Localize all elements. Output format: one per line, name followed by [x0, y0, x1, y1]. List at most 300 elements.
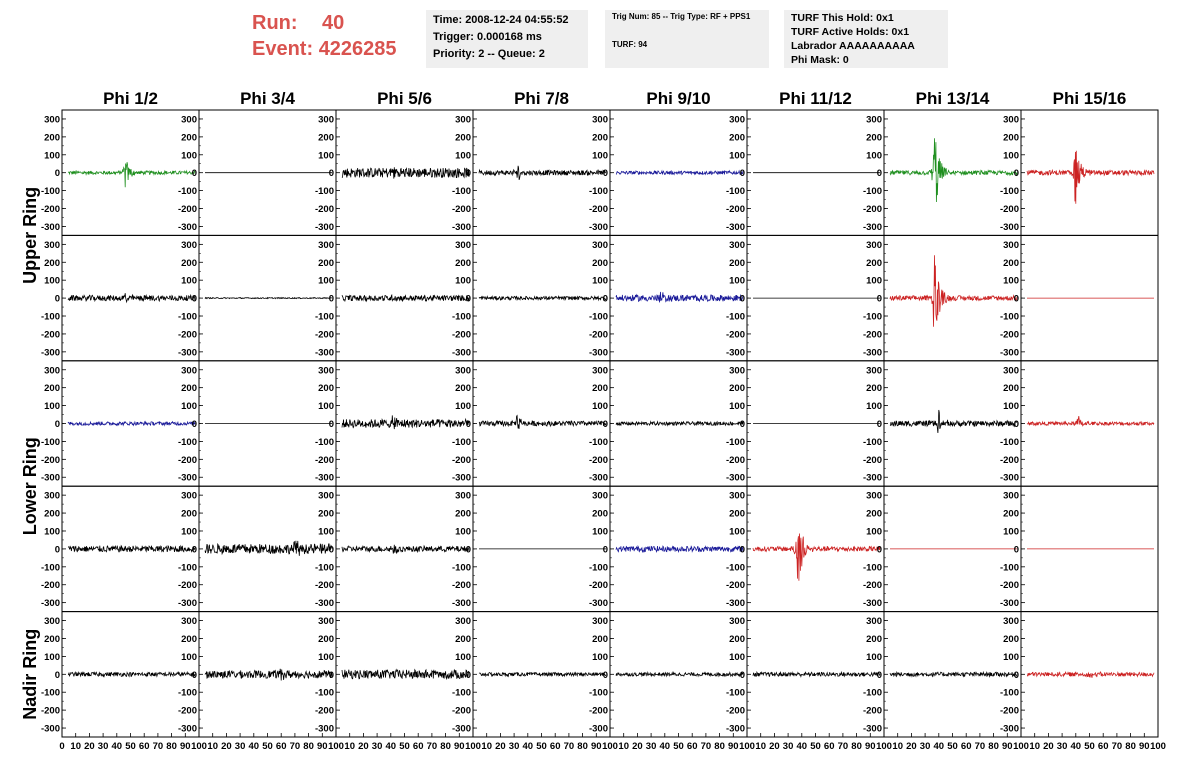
y-tick-label: 200 — [181, 132, 197, 144]
y-tick-label: 300 — [1003, 490, 1019, 502]
x-tick-label: 60 — [1097, 741, 1109, 752]
y-tick-label: 100 — [866, 651, 882, 663]
y-tick-label: -100 — [862, 311, 882, 323]
y-tick-label: 200 — [181, 508, 197, 520]
x-tick-label: 10 — [892, 741, 903, 752]
y-tick-label: -100 — [451, 186, 471, 198]
y-tick-label: 0 — [739, 544, 745, 556]
y-tick-label: 300 — [44, 616, 60, 628]
y-tick-label: 100 — [44, 401, 60, 413]
y-tick-label: 100 — [318, 150, 334, 162]
y-tick-label: 300 — [181, 616, 197, 628]
y-tick-label: -200 — [588, 329, 608, 341]
waveform-trace — [890, 672, 1017, 676]
y-tick-label: 0 — [328, 544, 334, 556]
y-tick-label: 100 — [44, 651, 60, 663]
waveform-trace — [342, 545, 469, 554]
x-tick-label: 70 — [1111, 741, 1123, 752]
y-tick-label: -100 — [40, 436, 60, 448]
y-tick-label: 0 — [328, 168, 334, 180]
x-tick-label: 80 — [166, 741, 177, 752]
x-tick-label: 80 — [851, 741, 862, 752]
y-tick-label: -200 — [725, 329, 745, 341]
y-tick-label: -100 — [451, 311, 471, 323]
y-tick-label: 200 — [592, 257, 608, 269]
y-tick-label: -200 — [862, 705, 882, 717]
x-tick-label: 10 — [755, 741, 766, 752]
x-tick-label: 20 — [84, 741, 95, 752]
y-tick-label: 100 — [866, 275, 882, 287]
y-tick-label: 300 — [866, 239, 882, 251]
y-tick-label: 200 — [592, 383, 608, 395]
y-tick-label: 200 — [1003, 633, 1019, 645]
y-tick-label: 200 — [455, 633, 471, 645]
waveform-trace — [753, 672, 880, 676]
y-tick-label: 0 — [602, 669, 608, 681]
y-tick-label: 100 — [729, 275, 745, 287]
y-tick-label: 200 — [592, 633, 608, 645]
y-tick-label: 300 — [455, 490, 471, 502]
y-tick-label: 200 — [729, 383, 745, 395]
y-tick-label: -300 — [862, 598, 882, 610]
y-tick-label: 0 — [465, 168, 471, 180]
x-tick-label: 80 — [988, 741, 999, 752]
y-tick-label: 300 — [44, 490, 60, 502]
y-tick-label: -300 — [862, 472, 882, 484]
y-tick-label: 0 — [328, 419, 334, 430]
y-tick-label: 100 — [1003, 651, 1019, 663]
column-title: Phi 15/16 — [1052, 89, 1127, 108]
y-tick-label: 0 — [1013, 544, 1019, 556]
x-tick-label: 20 — [769, 741, 780, 752]
waveform-trace — [616, 292, 743, 303]
y-tick-label: 300 — [1003, 616, 1019, 628]
y-tick-label: 300 — [592, 490, 608, 502]
y-tick-label: -200 — [451, 329, 471, 341]
y-tick-label: -200 — [862, 204, 882, 216]
waveform-trace — [205, 669, 332, 681]
y-tick-label: -100 — [999, 311, 1019, 323]
y-tick-label: 200 — [455, 383, 471, 395]
y-tick-label: 0 — [739, 669, 745, 681]
x-tick-label: 10 — [618, 741, 629, 752]
x-tick-label: 70 — [837, 741, 849, 752]
y-tick-label: -100 — [177, 687, 197, 699]
y-tick-label: 0 — [1013, 669, 1019, 681]
y-tick-label: -300 — [999, 472, 1019, 484]
y-tick-label: 300 — [1003, 114, 1019, 126]
y-tick-label: -200 — [725, 580, 745, 592]
y-tick-label: 200 — [1003, 257, 1019, 269]
y-tick-label: -100 — [314, 687, 334, 699]
y-tick-label: -100 — [40, 311, 60, 323]
x-tick-label: 100 — [1150, 741, 1166, 752]
waveform-trace — [890, 138, 1017, 202]
y-tick-label: 100 — [729, 150, 745, 162]
y-tick-label: 200 — [729, 508, 745, 520]
y-tick-label: 100 — [592, 526, 608, 538]
y-tick-label: 0 — [465, 669, 471, 681]
y-tick-label: 100 — [1003, 150, 1019, 162]
y-tick-label: -100 — [177, 311, 197, 323]
y-tick-label: -100 — [314, 311, 334, 323]
y-tick-label: 200 — [866, 383, 882, 395]
y-tick-label: -200 — [451, 705, 471, 717]
y-tick-label: -300 — [451, 347, 471, 359]
y-tick-label: -300 — [40, 598, 60, 610]
x-tick-label: 40 — [522, 741, 534, 752]
y-tick-label: -300 — [999, 723, 1019, 735]
y-tick-label: -300 — [451, 598, 471, 610]
y-tick-label: 100 — [455, 401, 471, 413]
y-tick-label: -100 — [451, 562, 471, 574]
y-tick-label: -200 — [177, 705, 197, 717]
y-tick-label: -300 — [588, 723, 608, 735]
y-tick-label: 300 — [729, 490, 745, 502]
x-tick-label: 10 — [481, 741, 492, 752]
x-tick-label: 10 — [207, 741, 218, 752]
y-tick-label: 0 — [876, 544, 882, 556]
column-title: Phi 5/6 — [377, 89, 432, 108]
y-tick-label: 100 — [44, 275, 60, 287]
y-tick-label: -100 — [314, 562, 334, 574]
x-tick-label: 90 — [1002, 741, 1013, 752]
y-tick-label: -100 — [588, 311, 608, 323]
y-tick-label: -300 — [314, 472, 334, 484]
y-tick-label: -100 — [725, 436, 745, 448]
y-tick-label: 300 — [729, 239, 745, 251]
y-tick-label: 300 — [181, 490, 197, 502]
y-tick-label: -100 — [862, 436, 882, 448]
y-tick-label: 200 — [181, 257, 197, 269]
y-tick-label: -200 — [588, 580, 608, 592]
y-tick-label: -300 — [588, 472, 608, 484]
y-tick-label: 0 — [328, 293, 334, 305]
y-tick-label: -200 — [177, 580, 197, 592]
waveform-trace — [342, 670, 469, 679]
y-tick-label: -300 — [588, 347, 608, 359]
y-tick-label: 200 — [44, 383, 60, 395]
y-tick-label: 0 — [739, 168, 745, 180]
y-tick-label: -300 — [177, 598, 197, 610]
y-tick-label: 100 — [318, 526, 334, 538]
x-tick-label: 40 — [796, 741, 808, 752]
x-tick-label: 40 — [248, 741, 260, 752]
y-tick-label: 0 — [54, 419, 60, 430]
y-tick-label: -100 — [451, 687, 471, 699]
y-tick-label: 100 — [455, 526, 471, 538]
x-tick-label: 90 — [454, 741, 465, 752]
x-tick-label: 100 — [465, 741, 481, 752]
y-tick-label: -200 — [314, 580, 334, 592]
y-tick-label: 0 — [1013, 293, 1019, 305]
event-label: Event: — [252, 38, 314, 60]
y-tick-label: 100 — [181, 651, 197, 663]
y-tick-label: -100 — [314, 436, 334, 448]
x-tick-label: 80 — [440, 741, 451, 752]
y-tick-label: -200 — [588, 454, 608, 466]
waveform-trace — [753, 534, 880, 581]
y-tick-label: 0 — [876, 419, 882, 430]
waveform-trace — [205, 541, 332, 556]
y-tick-label: 100 — [181, 275, 197, 287]
y-tick-label: -300 — [588, 221, 608, 233]
waveform-trace — [68, 293, 195, 302]
event-value: 4226285 — [318, 38, 397, 60]
y-tick-label: -200 — [314, 204, 334, 216]
y-tick-label: -200 — [314, 454, 334, 466]
time-text: Time: 2008-12-24 04:55:52 — [433, 14, 569, 26]
y-tick-label: 0 — [191, 669, 197, 681]
y-tick-label: -300 — [177, 221, 197, 233]
x-tick-label: 60 — [549, 741, 561, 752]
x-tick-label: 50 — [673, 741, 684, 752]
y-tick-label: 0 — [328, 669, 334, 681]
y-tick-label: 0 — [1013, 168, 1019, 180]
column-title: Phi 3/4 — [240, 89, 295, 108]
y-tick-label: 200 — [1003, 508, 1019, 520]
y-tick-label: -200 — [451, 580, 471, 592]
y-tick-label: -300 — [451, 472, 471, 484]
y-tick-label: -100 — [177, 436, 197, 448]
waveform-trace — [479, 673, 606, 677]
y-tick-label: 0 — [876, 669, 882, 681]
y-tick-label: 100 — [592, 651, 608, 663]
y-tick-label: 100 — [318, 401, 334, 413]
y-tick-label: 200 — [1003, 132, 1019, 144]
x-tick-label: 30 — [1056, 741, 1068, 752]
y-tick-label: 300 — [1003, 365, 1019, 377]
y-tick-label: -100 — [725, 186, 745, 198]
y-tick-label: -200 — [725, 705, 745, 717]
y-tick-label: -300 — [314, 221, 334, 233]
y-tick-label: 300 — [318, 490, 334, 502]
x-tick-label: 90 — [317, 741, 328, 752]
y-tick-label: -200 — [40, 454, 60, 466]
y-tick-label: 100 — [455, 275, 471, 287]
y-tick-label: 100 — [455, 651, 471, 663]
y-tick-label: -200 — [40, 329, 60, 341]
waveform-trace — [616, 673, 743, 677]
x-tick-label: 90 — [865, 741, 876, 752]
x-tick-label: 60 — [412, 741, 424, 752]
run-value: 40 — [322, 12, 345, 34]
y-tick-label: -100 — [451, 436, 471, 448]
y-tick-label: -300 — [725, 472, 745, 484]
x-tick-label: 70 — [563, 741, 575, 752]
y-tick-label: 100 — [44, 526, 60, 538]
y-tick-label: -200 — [999, 204, 1019, 216]
y-tick-label: -200 — [999, 580, 1019, 592]
x-tick-label: 0 — [59, 741, 65, 752]
x-tick-label: 100 — [328, 741, 344, 752]
y-tick-label: 300 — [455, 616, 471, 628]
y-tick-label: 100 — [866, 150, 882, 162]
y-tick-label: -300 — [40, 723, 60, 735]
x-tick-label: 70 — [700, 741, 712, 752]
y-tick-label: 200 — [181, 383, 197, 395]
x-tick-label: 40 — [111, 741, 123, 752]
y-tick-label: 0 — [876, 168, 882, 180]
column-title: Phi 7/8 — [514, 89, 569, 108]
y-tick-label: 100 — [318, 275, 334, 287]
x-tick-label: 90 — [591, 741, 602, 752]
y-tick-label: -300 — [40, 472, 60, 484]
x-tick-label: 20 — [221, 741, 232, 752]
x-tick-label: 20 — [906, 741, 917, 752]
y-tick-label: 200 — [729, 132, 745, 144]
y-tick-label: -200 — [588, 705, 608, 717]
y-tick-label: -100 — [862, 186, 882, 198]
x-tick-label: 20 — [1043, 741, 1054, 752]
x-tick-label: 90 — [1139, 741, 1150, 752]
y-tick-label: 200 — [729, 257, 745, 269]
y-tick-label: 0 — [54, 544, 60, 556]
y-tick-label: -200 — [862, 454, 882, 466]
y-tick-label: 200 — [318, 257, 334, 269]
y-tick-label: 300 — [455, 114, 471, 126]
waveform-trace — [68, 546, 195, 552]
y-tick-label: 300 — [592, 365, 608, 377]
x-tick-label: 60 — [823, 741, 835, 752]
x-tick-label: 100 — [739, 741, 755, 752]
waveform-trace — [616, 171, 743, 175]
y-tick-label: 0 — [876, 293, 882, 305]
waveform-trace — [1027, 151, 1154, 204]
x-tick-label: 30 — [234, 741, 246, 752]
y-tick-label: 0 — [191, 544, 197, 556]
y-tick-label: -100 — [177, 186, 197, 198]
waveform-trace — [616, 422, 743, 426]
y-tick-label: -300 — [314, 723, 334, 735]
x-tick-label: 60 — [138, 741, 150, 752]
y-tick-label: 0 — [191, 419, 197, 430]
y-tick-label: 300 — [318, 239, 334, 251]
y-tick-label: -300 — [999, 598, 1019, 610]
y-tick-label: -200 — [588, 204, 608, 216]
y-tick-label: 300 — [592, 239, 608, 251]
y-tick-label: 200 — [592, 132, 608, 144]
y-tick-label: 0 — [191, 168, 197, 180]
y-tick-label: 0 — [602, 168, 608, 180]
y-tick-label: -300 — [725, 221, 745, 233]
y-tick-label: -200 — [999, 705, 1019, 717]
x-tick-label: 30 — [371, 741, 383, 752]
y-tick-label: -100 — [999, 562, 1019, 574]
y-tick-label: -300 — [588, 598, 608, 610]
x-tick-label: 40 — [1070, 741, 1082, 752]
x-tick-label: 50 — [125, 741, 136, 752]
y-tick-label: -100 — [862, 562, 882, 574]
y-tick-label: -100 — [40, 562, 60, 574]
x-tick-label: 50 — [399, 741, 410, 752]
y-tick-label: -300 — [314, 598, 334, 610]
y-tick-label: -300 — [451, 221, 471, 233]
y-tick-label: 200 — [455, 132, 471, 144]
y-tick-label: 300 — [181, 239, 197, 251]
y-tick-label: 200 — [44, 132, 60, 144]
y-tick-label: 300 — [44, 114, 60, 126]
y-tick-label: -100 — [725, 687, 745, 699]
y-tick-label: 300 — [455, 239, 471, 251]
x-tick-label: 50 — [810, 741, 821, 752]
y-tick-label: 0 — [1013, 419, 1019, 430]
y-tick-label: 200 — [866, 508, 882, 520]
y-tick-label: -300 — [177, 347, 197, 359]
y-tick-label: -200 — [451, 454, 471, 466]
y-tick-label: 0 — [465, 419, 471, 430]
y-tick-label: -300 — [862, 723, 882, 735]
y-tick-label: 200 — [44, 508, 60, 520]
y-tick-label: -100 — [588, 436, 608, 448]
y-tick-label: 100 — [866, 526, 882, 538]
y-tick-label: -100 — [999, 687, 1019, 699]
x-tick-label: 20 — [632, 741, 643, 752]
x-tick-label: 60 — [960, 741, 972, 752]
trig-num-text: Trig Num: 85 -- Trig Type: RF + PPS1 — [612, 12, 751, 21]
x-tick-label: 70 — [152, 741, 164, 752]
y-tick-label: -300 — [862, 347, 882, 359]
y-tick-label: -200 — [314, 329, 334, 341]
y-tick-label: 300 — [729, 616, 745, 628]
y-tick-label: 200 — [592, 508, 608, 520]
priority-text: Priority: 2 -- Queue: 2 — [433, 48, 545, 60]
y-tick-label: 300 — [44, 365, 60, 377]
y-tick-label: -200 — [725, 204, 745, 216]
y-tick-label: -100 — [588, 687, 608, 699]
waveform-trace — [342, 167, 469, 178]
y-tick-label: 300 — [866, 616, 882, 628]
waveform-trace — [890, 255, 1017, 326]
waveform-trace — [479, 166, 606, 180]
ring-label: Upper Ring — [20, 186, 40, 284]
y-tick-label: 300 — [44, 239, 60, 251]
column-title: Phi 1/2 — [103, 89, 158, 108]
column-title: Phi 11/12 — [779, 89, 852, 108]
y-tick-label: 200 — [181, 633, 197, 645]
y-tick-label: 100 — [181, 401, 197, 413]
y-tick-label: 200 — [318, 508, 334, 520]
y-tick-label: 0 — [739, 419, 745, 430]
y-tick-label: 100 — [592, 401, 608, 413]
y-tick-label: 200 — [866, 257, 882, 269]
y-tick-label: 300 — [592, 114, 608, 126]
column-title: Phi 9/10 — [646, 89, 711, 108]
y-tick-label: -100 — [177, 562, 197, 574]
x-tick-label: 100 — [191, 741, 207, 752]
waveform-trace — [342, 415, 469, 429]
turf-active-text: TURF Active Holds: 0x1 — [791, 26, 910, 38]
y-tick-label: 0 — [54, 669, 60, 681]
x-tick-label: 50 — [536, 741, 547, 752]
y-tick-label: -300 — [451, 723, 471, 735]
y-tick-label: 0 — [465, 544, 471, 556]
run-label: Run: — [252, 12, 298, 34]
y-tick-label: -200 — [177, 329, 197, 341]
waveform-trace — [890, 410, 1017, 433]
x-tick-label: 50 — [262, 741, 273, 752]
y-tick-label: 200 — [455, 508, 471, 520]
y-tick-label: 300 — [318, 365, 334, 377]
y-tick-label: 0 — [54, 168, 60, 180]
x-tick-label: 50 — [1084, 741, 1095, 752]
y-tick-label: -200 — [177, 204, 197, 216]
y-tick-label: -100 — [588, 186, 608, 198]
y-tick-label: 300 — [592, 616, 608, 628]
y-tick-label: -100 — [999, 436, 1019, 448]
x-tick-label: 20 — [358, 741, 369, 752]
x-tick-label: 20 — [495, 741, 506, 752]
